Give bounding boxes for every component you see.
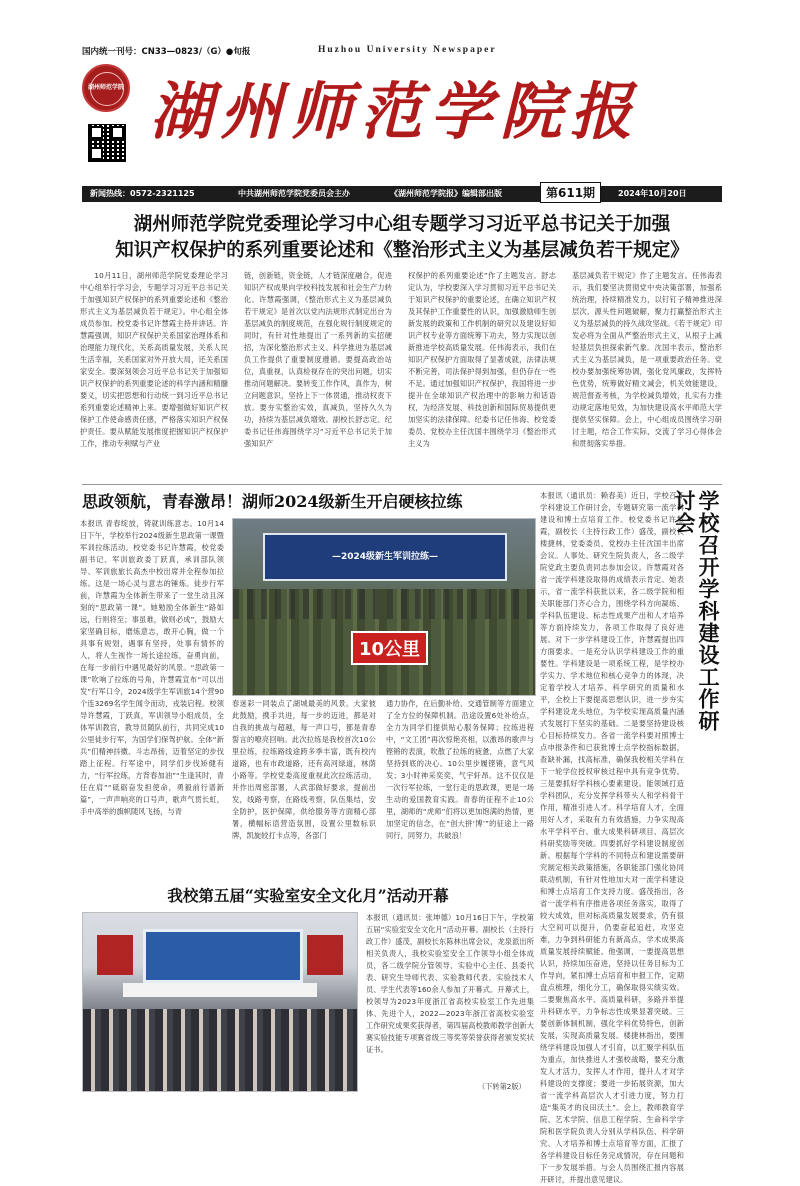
lab-safety-photo <box>82 912 358 1092</box>
issue-number: 第611期 <box>540 182 601 203</box>
article4-body <box>366 912 534 1082</box>
newspaper-title: 湖州师范学院报 <box>150 75 641 148</box>
march-sign-10km: 10公里 <box>351 631 428 665</box>
article2-col3-text: 通力协作，在后勤补给、交通管制等方面建立了全方位的保障机制。沿途设置6处补给点，全力为同学们提供贴心服务保障；拉练进程中，“文工团”再次惊艳亮相，以激昂的歌声与铿锵的表演，吹散了拉练的疲惫，点燃了大家坚持到底的决心。10公里步履铿锵，意气风发；3小时神采奕奕，气宇轩昂。这不仅仅是一次行军拉练，一堂行走的思政课，更是一场生动的爱国教育实践。青春的征程不止10公里，湖师的“虎师”们将以更加饱满的热情，更加坚定的信念，在“创大拼‘博’”的征途上一路同行，同努力，共破浪！ <box>386 699 534 840</box>
article1-column-1 <box>80 270 228 480</box>
hotline: 新闻热线：0572-2321125 <box>90 189 195 198</box>
article2-column-2 <box>232 698 376 880</box>
march-banner-text: —2024级新生军训拉练— <box>331 552 439 562</box>
article1-column-2 <box>244 270 392 480</box>
article2-col2-text: 春迷彩一同装点了湖城最美的风景。大家彼此鼓励，携手共进，每一步的迈进，都是对自我的挑战与超越，每一声口号，都是青春誓言的嘹亮回响。此次拉练是我校首次10公里拉练，拉练路线途跨多季丰富，既有校内道路，也有市政道路，还有高河绿道，林荫小路等。学校党委高度重视此次拉练活动，并作出周密部署，人武部做好要求，提前出发，线路考察，在路线考察，队伍集结，安全防护，医护保障，供给服务等方面精心部署，横幅标语营造氛围，设置公里数标识牌，凯旋较打卡点等，各部门 <box>232 699 376 840</box>
article3-text: 本报讯（通讯员：赖春美）近日，学校召开学科建设工作研讨会，专题研究第一流学科建设和博士点培育工作。校党委书记许慧霞，副校长（主持行政工作）盛茂，副校长楼捷林，党委委员、党校办主任沈国丰出席会议。人事处、研究生院负责人，各二级学院党政主要负责同志参加会议。许慧霞对各省一流学科建设取得的成绩表示肯定。她表示，省一流学科获批以来，各二级学院和相关职能部门齐心合力，围绕学科方向凝练、学科队伍建设、标志性成果产出和人才培养等方面持续发力，各项工作取得了良好进展。对下一步学科建设工作，许慧霞提出四方面要求。一是充分认识学科建设工作的重要性。学科建设是一项系统工程，是学校办学实力、学术地位和核心竞争力的体现，决定着学校人才培养、科学研究的质量和水平，全校上下要提高思想认识，进一步夯实学科建设龙头地位，为学校实现高质量内涵式发展打下坚实的基础。二是要坚持建设核心目标持续发力。各省一流学科要对照博士点申报条件和已获批博士点学校指标数据，查缺补漏，找高标准，确保我校相关学科在下一轮学位授权审核过程中具有竞争优势。三是要抓好学科核心要素建设。能领域打造学科团队，充分发挥学科带头人和学科骨干作用，精准引进人才。科学培育人才，全面用好人才，采取有力有效措施，力争实现高水平学科平台、重大成果科研项目、高层次科研奖励等突破。四要抓好学科建设制度创新。根据每个学科的不同特点和建设需要研究制定相关政策措施，各职能部门强化协同联动机制，有针对性地加大对一流学科建设和博士点培育工作支持力度。盛茂指出，各省一流学科有序推进各项任务落实，取得了较大成效，但对标高质量发展要求，仍有很大空间可以提升，仍要奋起追赶，攻坚克难，力争到科研能力有新高点，学术成果高质量发展持续赋能。他强调，一要提高思想认识，持续加压奋进，坚持以任务目标为工作导向，紧扣博士点培育和申报工作，定期盘点梳理，细化分工，确保取得实绩实效。二要聚焦高水平、高质量科研，多路并举提升科研水平，力争标志性成果显著突破。三要创新体制机制，强化学科优势特色，创新发展，实现高质量发展。楼捷林指出，要围绕学科建设加强人才引育，以汇聚学科队伍为重点，加快推进人才强校战略，要充分激发人才活力，发挥人才作用，提升人才对学科建设的支撑度；要进一步拓展资源，加大省一流学科高层次人才引进力度，努力打造“集英才的良田沃土”。会上，教师教育学院、艺术学院、信息工程学院、生命科学学院和医学院负责人分别从学科队伍、科学研究、人才培养和博士点培育等方面，汇报了各学科建设目标任务完成情况，存在问题和下一步发展举措。与会人员围绕汇报内容展开研讨，并提出意见建议。 <box>540 491 684 1184</box>
article3-title-text: 学校召开学科建设工作研讨会 <box>672 490 721 732</box>
article1-col2-text: 链，创新链，资金链，人才链深度融合，促进知识产权成果向学校科技发展和社会生产力转化。许慧霞强调，《整治形式主义为基层减负若干规定》是首次以党内法规形式制定出台为基层减负的制度规范，在强化规行制度规定的同时，有针对性地提出了一系列新的实招硬招，为深化整治形式主义、科学推进为基层减负工作提供了重要制度遵循。要提高政治站位，真重视，认真检视存在的突出问题，切实推动问题解决。要转变工作作风，真作为，树立问题意识，坚持上下一体贯通，推动权责下放。要夯实整治实效，真减负，坚持久久为功，持续为基层减负增效。副校长舒志定、纪委书记任伟海围绕学习“习近平总书记关于加强知识产 <box>244 271 392 448</box>
qr-code[interactable] <box>88 124 126 162</box>
english-name: Huzhou University Newspaper <box>318 45 497 55</box>
article2-title: 思政领航，青春激昂！湖师2024级新生开启硬核拉练 <box>82 492 463 511</box>
article1-col4-text: 基层减负若干规定》作了主题发言。任伟海表示，我们要坚决贯彻党中央决策部署，加强系统治理，持续精准发力，以钉钉子精神推进深层次、源头性问题破解，聚力打赢整治形式主义为基层减负的持久战攻坚战。《若干规定》印发必将为全面从严整治形式主义，从根子上减轻基层负担探索新气象。沈国丰表示，整治形式主义为基层减负，是一项重要政治任务。党校办要加强统筹协调，强化党风廉政，发挥特色优势，统筹做好精文减会，机关效能建设，规范督查考核，为学校减负增效，扎实有力推动规定落地见效，为加快建设高水平师范大学提供坚实保障。会上，中心组成员围绕学习研讨主题，结合工作实际，交流了学习心得体会和贯彻落实举措。 <box>572 271 722 448</box>
section-divider <box>82 484 722 485</box>
article2-col1-text: 本报讯 青春绽放，铸就训练意志。10月14日下午，学校举行2024级新生思政第一课暨军训拉练活动。校党委书记许慧霞，校党委副书记、军训旅政委丁跃真，承训部队领导、军训旅旅长高杰中校出席并全程参加拉练。这是一场心灵与意志的锤炼。徒步行军前，许慧霞为全体新生带来了一堂生动且深刻的“思政第一课”。她勉励全体新生“路如远，行则将至；事虽难，做则必成”，鼓励大家坚确目标，磨炼意志，敢开心胸，做一个具事有规划，遇事有坚持，处事有情怀的人，将人生视作一场长途拉练，奋勇向前，在每一步前行中遇见最好的风景。“思政第一课”吹响了拉练的号角，许慧霞宣布“可以出发”行军口令，2024级学生军训旅14个营90个连3269名学生闻令而动，戎装启程。校领导许慧霞，丁跃真，军训领导小组成员，全体军训教官，教导员随队前行，共同完成10公里徒步行军，为国学们保驾护航。全体“新兵”们精神抖擞、斗志昂扬，迈着坚定的步伐踏上征程。行军途中，同学们步伐矫健有力，“行军拉练，方背春加油”“生逢其时，青任在肩”“砥砺奋发担使命，勇毅前行谱新篇”，一声声响亮的口号声，歌声气贯长虹，手中高举的旗帜随风飞扬，与青 <box>80 519 224 816</box>
article3-body <box>540 490 684 1184</box>
issue-date: 2024年10月20日 <box>618 189 687 198</box>
sponsor: 中共湖州师范学院党委员会主办 <box>238 189 350 198</box>
article1-title-line2: 知识产权保护的系列重要论述和《整治形式主义为基层减负若干规定》 <box>115 240 689 261</box>
logo-text: 湖州师范学院 <box>87 84 124 91</box>
continued-note: （下转第2版） <box>478 1082 526 1091</box>
school-logo <box>82 64 130 112</box>
article4-title: 我校第五届“实验室安全文化月”活动开幕 <box>167 886 449 905</box>
article4-text: 本报讯（通讯员：张坤德）10月16日下午，学校第五届“实验室安全文化月”活动开幕。副校长（主持行政工作）盛茂，副校长东陈林出席会议，龙泉派出所相关负责人，我校实验室安全工作领导小组全体成员，各二级学院分管领导、实验中心主任、县委代表、研究生导师代表、实验教师代表、实验技术人员、学生代表等160余人参加了开幕式。开幕式上，校领导为2023年度浙江省高校实验室工作先进集体、先进个人，2022—2023年浙江省高校实验室工作研究成果奖获得者，第四届高校教师教学创新大赛实验技能专项赛省级三等奖等荣誉获得者颁发奖状证书。 <box>366 913 534 1054</box>
article1-col1-text: 10月11日，湖州师范学院党委理论学习中心组举行学习会，专题学习习近平总书记关于加强知识产权保护的系列重要论述和《整治形式主义为基层减负若干规定》。中心组全体成员参加。校党委书记许慧霞主持并讲话。许慧霞强调，知识产权保护关系国家治理体系和治理能力现代化，关系高质量发展，关系人民生活幸福，关系国家对外开放大局，还关系国家安全。要深刻领会习近平总书记关于加强知识产权保护的系列重要论述的科学内涵和精髓要义，切实把思想和行动统一到习近平总书记系列重要论述精神上来。要增强做好知识产权保护工作使命感责任感，严格落实知识产权保护责任。要从赋能发展推度把握知识产权保护工作，推动专利赋与产业 <box>80 271 228 448</box>
article1-title-line1: 湖州师范学院党委理论学习中心组专题学习习近平总书记关于加强 <box>133 214 671 235</box>
article2-column-3 <box>386 698 534 880</box>
article1-column-4 <box>572 270 722 480</box>
article3-title <box>672 490 721 750</box>
editor: 《湖州师范学院报》编辑部出版 <box>390 189 502 198</box>
article2-column-1 <box>80 518 224 880</box>
article1-col3-text: 权保护的系列重要论述”作了主题发言。舒志定认为，学校要深入学习贯彻习近平总书记关于知识产权保护的重要论述，在确立知识产权及其保护工作重要性的认识，加强激励师生创新发展的政策和工作机制的研究以及建设好知识产权专业等方面统筹下功夫，努力实现以创新推进学校高质量发展。任伟海表示，我们在知识产权保护方面取得了显著成就，法律法规不断完善，司法保护得到加强，但仍存在一些不足。通过加强知识产权保护，我国将进一步提升在全球知识产权治理中的影响力和话语权，为经济发展、科技创新和国际贸易提供更加坚实的法律保障。纪委书记任伟海、校党委委员、党校办主任沈国丰围绕学习《整治形式主义为 <box>408 271 556 448</box>
issn-line: 国内统一刊号：CN33—0823/（G）●旬报 <box>82 47 251 57</box>
march-photo <box>232 518 536 696</box>
article1-column-3 <box>408 270 556 480</box>
